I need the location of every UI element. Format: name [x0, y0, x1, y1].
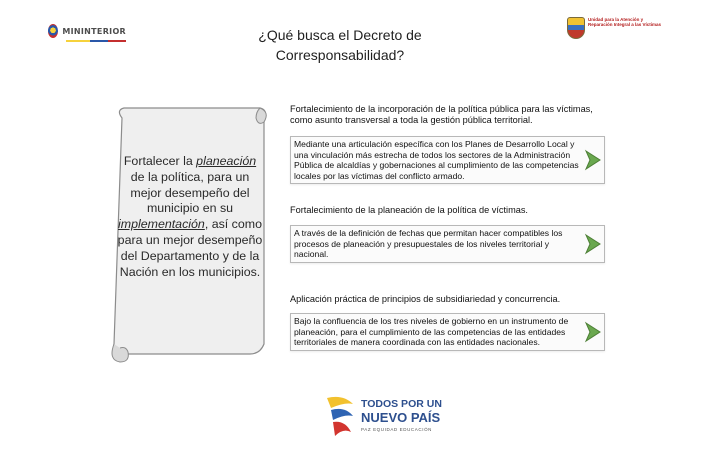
- scroll-text-part2: de la política, para un mejor desempeño del municipio en su: [130, 169, 250, 216]
- green-arrow-icon: [584, 149, 602, 171]
- point-1-heading: Fortalecimiento de la incorporación de la política pública para las víctimas, como asunto transversal a toda la gestión pública territorial.: [290, 104, 593, 125]
- victims-unit-logo-text: Unidad para la Atención y Reparación Integral a las Víctimas: [588, 17, 662, 28]
- footer-logo-line1: TODOS POR UN: [361, 398, 442, 410]
- point-1-detail-box: [290, 136, 605, 184]
- victims-unit-logo: [567, 17, 677, 47]
- point-1-detail-text: Mediante una articulación específica con los Planes de Desarrollo Local y una vinculación más estrecha de todos los sectores de la Administración Pública de alcaldías y gobernaciones al cumplimiento de las competencias locales por las víctimas del conflicto armado.: [294, 139, 579, 181]
- footer-logo-line2: NUEVO PAÍS: [361, 410, 441, 425]
- green-arrow-icon: [584, 321, 602, 343]
- point-3-detail-text: Bajo la confluencia de los tres niveles de gobierno en un instrumento de planeación, para el cumplimiento de las competencias de las entidades territoriales de manera coordinada con las entidades nacionales.: [294, 316, 569, 347]
- scroll-text-part3: , así como para un mejor desempeño del Departamento y de la Nación en los municipios.: [117, 217, 263, 279]
- emphasis-implementacion: implementación: [118, 217, 205, 232]
- scroll-banner: [110, 104, 270, 366]
- footer-logo-line3: PAZ EQUIDAD EDUCACIÓN: [361, 427, 433, 432]
- tricolor-flag-icon: [323, 392, 357, 440]
- scroll-text-part1: Fortalecer la: [123, 154, 197, 168]
- todos-por-un-nuevo-pais-logo: [323, 390, 442, 442]
- emphasis-planeacion: planeación: [196, 154, 257, 168]
- page-title-line2: Corresponsabilidad?: [275, 47, 405, 63]
- page-title-line1: ¿Qué busca el Decreto de: [258, 27, 422, 43]
- green-arrow-icon: [584, 233, 602, 255]
- point-2-detail-text: A través de la definición de fechas que permitan hacer compatibles los procesos de planeación y presupuestales de los niveles territorial y nacional.: [294, 228, 563, 259]
- point-3-detail-box: [290, 313, 605, 351]
- point-2-heading: Fortalecimiento de la planeación de la política de víctimas.: [290, 205, 528, 215]
- mininterior-logo: [48, 22, 126, 40]
- point-3-heading: Aplicación práctica de principios de subsidiariedad y concurrencia.: [290, 294, 561, 304]
- point-2-detail-box: [290, 225, 605, 263]
- logo-tricolor-underline: [66, 40, 126, 42]
- coat-of-arms-icon: [567, 17, 585, 39]
- scroll-text: [116, 154, 264, 280]
- page-title: [210, 25, 470, 65]
- mininterior-seal-icon: [48, 24, 58, 38]
- mininterior-logo-text: MININTERIOR: [62, 26, 126, 36]
